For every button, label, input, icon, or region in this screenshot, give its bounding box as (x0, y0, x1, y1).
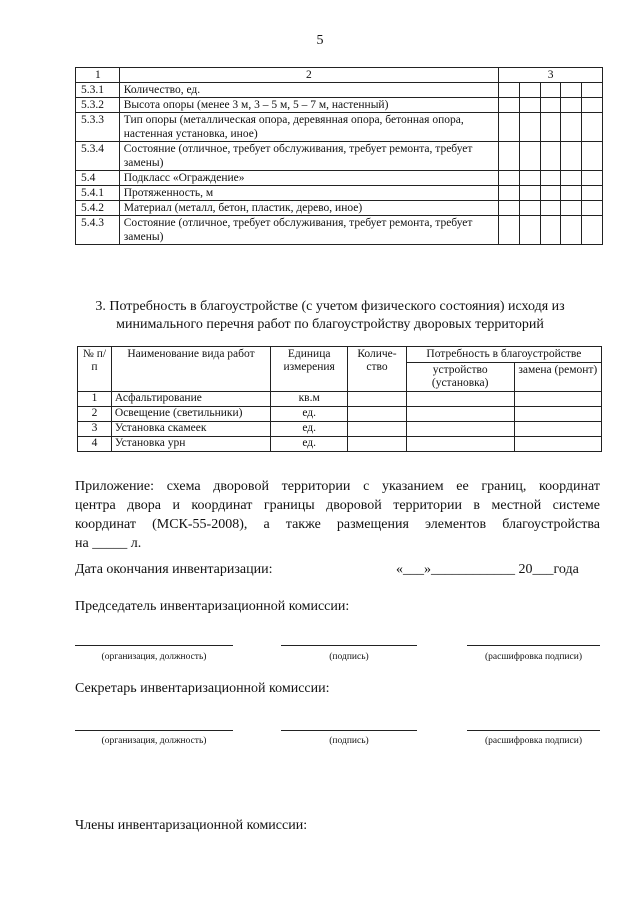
row-text: Количество, ед. (119, 83, 498, 98)
end-date-field: «___»____________ 20___года (396, 562, 579, 577)
row-text: Подкласс «Ограждение» (119, 171, 498, 186)
row-number: 5.3.1 (76, 83, 120, 98)
row-text: Состояние (отличное, требует обслуживания, требует ремонта, требует замены) (119, 142, 498, 171)
table-row (78, 407, 602, 422)
row-text: Тип опоры (металлическая опора, деревянная опора, бетонная опора, настенная установка, иное) (119, 113, 498, 142)
caption-sign: (подпись) (329, 736, 369, 746)
caption-decode: (расшифровка подписи) (485, 736, 582, 746)
row-number: 5.4.2 (76, 201, 120, 216)
section-3-heading: 3. Потребность в благоустройстве (с учетом физического состояния) исходя из минимального перечня работ по благоустройству дворовых территорий (95, 299, 565, 332)
header-col-2: 2 (119, 68, 498, 83)
row-number: 5.3.3 (76, 113, 120, 142)
secretary-org-line (75, 730, 233, 731)
table-row (76, 83, 603, 98)
table-row (78, 437, 602, 452)
table-row (76, 171, 603, 186)
row-work-name: Освещение (светильники) (111, 407, 270, 422)
end-date-label: Дата окончания инвентаризации: (75, 562, 273, 577)
row-text: Материал (металл, бетон, пластик, дерево, иное) (119, 201, 498, 216)
row-number: 4 (78, 437, 112, 452)
row-number: 5.3.4 (76, 142, 120, 171)
header-num: № п/п (78, 347, 112, 392)
header-need: Потребность в благоустройстве (406, 347, 601, 363)
table-row (76, 98, 603, 113)
row-text: Высота опоры (менее 3 м, 3 – 5 м, 5 – 7 м, настенный) (119, 98, 498, 113)
inventory-table-continuation (75, 67, 603, 245)
caption-decode: (расшифровка подписи) (485, 652, 582, 662)
appendix-line: Приложение: схема дворовой территории с указанием ее границ, координат (75, 479, 600, 494)
header-unit: Единица измерения (271, 347, 348, 392)
header-col-1: 1 (76, 68, 120, 83)
chairman-title: Председатель инвентаризационной комиссии: (75, 599, 350, 614)
header-work-name: Наименование вида работ (111, 347, 270, 392)
appendix-line: на _____ л. (75, 536, 142, 551)
header-install: устройство (установка) (406, 363, 514, 392)
caption-sign: (подпись) (329, 652, 369, 662)
row-work-name: Установка скамеек (111, 422, 270, 437)
header-quantity: Количе-ство (348, 347, 407, 392)
secretary-decode-line (467, 730, 600, 731)
chairman-org-line (75, 645, 233, 646)
row-number: 5.4.3 (76, 216, 120, 245)
row-number: 3 (78, 422, 112, 437)
chairman-sign-line (281, 645, 417, 646)
caption-org: (организация, должность) (101, 652, 207, 662)
row-work-name: Установка урн (111, 437, 270, 452)
row-unit: ед. (271, 422, 348, 437)
row-unit: кв.м (271, 392, 348, 407)
row-unit: ед. (271, 407, 348, 422)
table-row (76, 201, 603, 216)
table-row (78, 392, 602, 407)
secretary-sign-line (281, 730, 417, 731)
needs-table (77, 346, 602, 452)
appendix-paragraph (75, 477, 600, 553)
table-header-row (76, 68, 603, 83)
row-number: 1 (78, 392, 112, 407)
row-work-name: Асфальтирование (111, 392, 270, 407)
table-row (76, 186, 603, 201)
caption-org: (организация, должность) (101, 736, 207, 746)
table-header-row (78, 347, 602, 363)
row-text: Состояние (отличное, требует обслуживания, требует ремонта, требует замены) (119, 216, 498, 245)
appendix-line: центра двора и координат границы дворовой территории в местной системе (75, 498, 600, 513)
row-number: 2 (78, 407, 112, 422)
header-replace: замена (ремонт) (514, 363, 601, 392)
secretary-title: Секретарь инвентаризационной комиссии: (75, 681, 330, 696)
appendix-line: координат (МСК-55-2008), а также размещения элементов благоустройства (75, 517, 600, 532)
table-row (76, 113, 603, 142)
row-text: Протяженность, м (119, 186, 498, 201)
row-number: 5.4 (76, 171, 120, 186)
table-row (76, 142, 603, 171)
row-number: 5.4.1 (76, 186, 120, 201)
row-number: 5.3.2 (76, 98, 120, 113)
members-title: Члены инвентаризационной комиссии: (75, 818, 308, 833)
chairman-decode-line (467, 645, 600, 646)
table-row (78, 422, 602, 437)
row-unit: ед. (271, 437, 348, 452)
header-col-3: 3 (499, 68, 603, 83)
table-row (76, 216, 603, 245)
page-number: 5 (316, 33, 324, 48)
